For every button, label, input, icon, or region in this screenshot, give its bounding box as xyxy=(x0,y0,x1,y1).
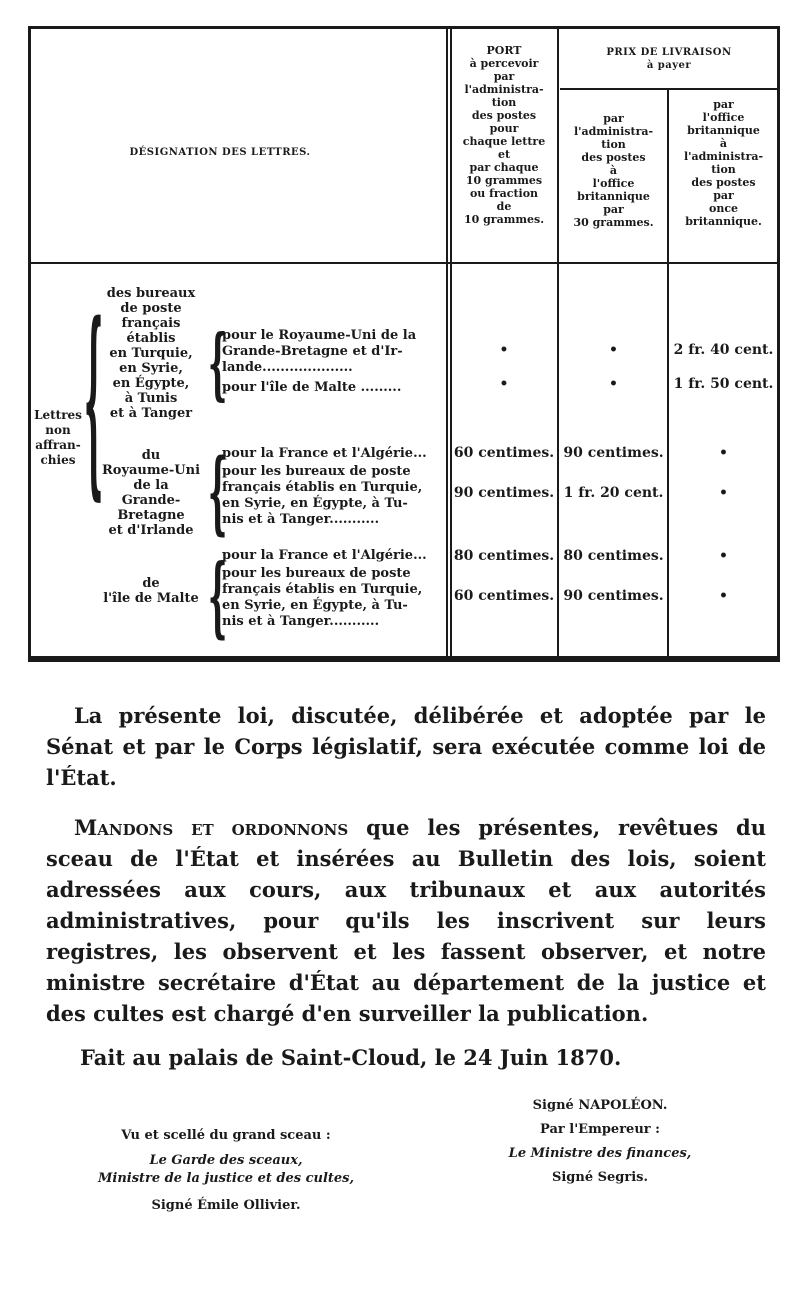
origin-label: de l'île de Malte xyxy=(103,576,199,606)
prix-b-value: 1 fr. 50 cent. xyxy=(673,376,774,392)
brace: { xyxy=(208,442,228,547)
brace: { xyxy=(84,286,104,524)
date-line: Fait au palais de Saint-Cloud, le 24 Juin 1870. xyxy=(80,1045,622,1070)
destination-text: pour la France et l'Algérie... xyxy=(222,548,427,563)
origin-label: du Royaume-Uni de la Grande- Bretagne et d'Irlande xyxy=(101,448,201,538)
destination-text: pour la France et l'Algérie... xyxy=(222,446,427,461)
sig-right-line2: Par l'Empereur : xyxy=(540,1122,660,1137)
sig-right-line3: Le Ministre des finances, xyxy=(508,1146,692,1161)
port-value: • xyxy=(499,342,509,358)
bottom-rule xyxy=(28,656,780,661)
column-rule xyxy=(446,26,448,662)
prix-a-value: 1 fr. 20 cent. xyxy=(563,485,664,501)
prix-a-value: • xyxy=(609,342,618,358)
sig-left-line4: Signé Émile Ollivier. xyxy=(151,1198,301,1213)
prix-a-value: 80 centimes. xyxy=(563,548,664,564)
paragraph-rest: que les présentes, revêtues du sceau de l'État et insérées au Bulletin des lois, soient adressées aux cours, aux tribunaux et aux autorités administratives, pour qu'ils les inscrivent sur leurs registres, les observent et les fassent observer, et notre ministre secrétaire d'État au département de la justice et des cultes est chargé d'en surveiller la publication. xyxy=(46,815,766,1026)
destination-text: pour les bureaux de poste français établis en Turquie, en Syrie, en Égypte, à Tu- nis et à Tanger........... xyxy=(222,464,423,527)
port-value: 90 centimes. xyxy=(453,485,555,501)
prix-b-value: 2 fr. 40 cent. xyxy=(673,342,774,358)
header-rule xyxy=(560,88,778,90)
prix-a-value: • xyxy=(609,376,618,392)
port-value: • xyxy=(499,376,509,392)
destination-text: pour l'île de Malte ......... xyxy=(222,380,402,395)
row-label: Lettres non affran- chies xyxy=(34,408,82,467)
column-header-prix: PRIX DE LIVRAISON à payer xyxy=(606,47,732,71)
column-header-prix-a: par l'administra- tion des postes à l'office britannique par 30 grammes. xyxy=(573,112,654,229)
sig-right-line1: Signé NAPOLÉON. xyxy=(532,1098,668,1113)
sig-right-line4: Signé Segris. xyxy=(551,1170,649,1185)
header-rule xyxy=(31,262,778,264)
column-header-port: PORT à percevoir par l'administra- tion des postes pour chaque lettre et par chaque 10 grammes ou fraction de 10 grammes. xyxy=(462,44,546,226)
column-header-designation: DÉSIGNATION DES LETTRES. xyxy=(129,147,311,158)
port-value: 60 centimes. xyxy=(453,588,555,604)
column-header-prix-b: par l'office britannique à l'administra- tion des postes par once britannique. xyxy=(683,98,764,228)
prix-b-value: • xyxy=(719,445,728,461)
brace: { xyxy=(208,548,228,650)
paragraph xyxy=(46,812,766,1029)
brace: { xyxy=(208,320,228,411)
sig-left-line3: Ministre de la justice et des cultes, xyxy=(97,1171,355,1186)
destination-text: pour les bureaux de poste français établis en Turquie, en Syrie, en Égypte, à Tu- nis et à Tanger........... xyxy=(222,566,423,629)
sig-left-line1: Vu et scellé du grand sceau : xyxy=(121,1128,331,1143)
paragraph: La présente loi, discutée, délibérée et adoptée par le Sénat et par le Corps législatif, sera exécutée comme loi de l'État. xyxy=(46,703,766,790)
signature-left xyxy=(76,1124,376,1218)
column-rule xyxy=(557,26,559,662)
prix-b-value: • xyxy=(719,588,728,604)
sig-left-line2: Le Garde des sceaux, xyxy=(149,1153,303,1168)
origin-label: des bureaux de poste français établis en Turquie, en Syrie, en Égypte, à Tunis et à Tanger xyxy=(106,286,196,421)
paragraph-lead: Mandons et ordonnons xyxy=(74,815,349,840)
prix-a-value: 90 centimes. xyxy=(563,588,664,604)
port-value: 60 centimes. xyxy=(453,445,555,461)
port-value: 80 centimes. xyxy=(453,548,555,564)
signature-right xyxy=(450,1094,750,1190)
prix-b-value: • xyxy=(719,548,728,564)
prix-b-value: • xyxy=(719,485,728,501)
prix-a-value: 90 centimes. xyxy=(563,445,664,461)
destination-text: pour le Royaume-Uni de la Grande-Bretagne et d'Ir- lande.................... xyxy=(222,328,417,375)
